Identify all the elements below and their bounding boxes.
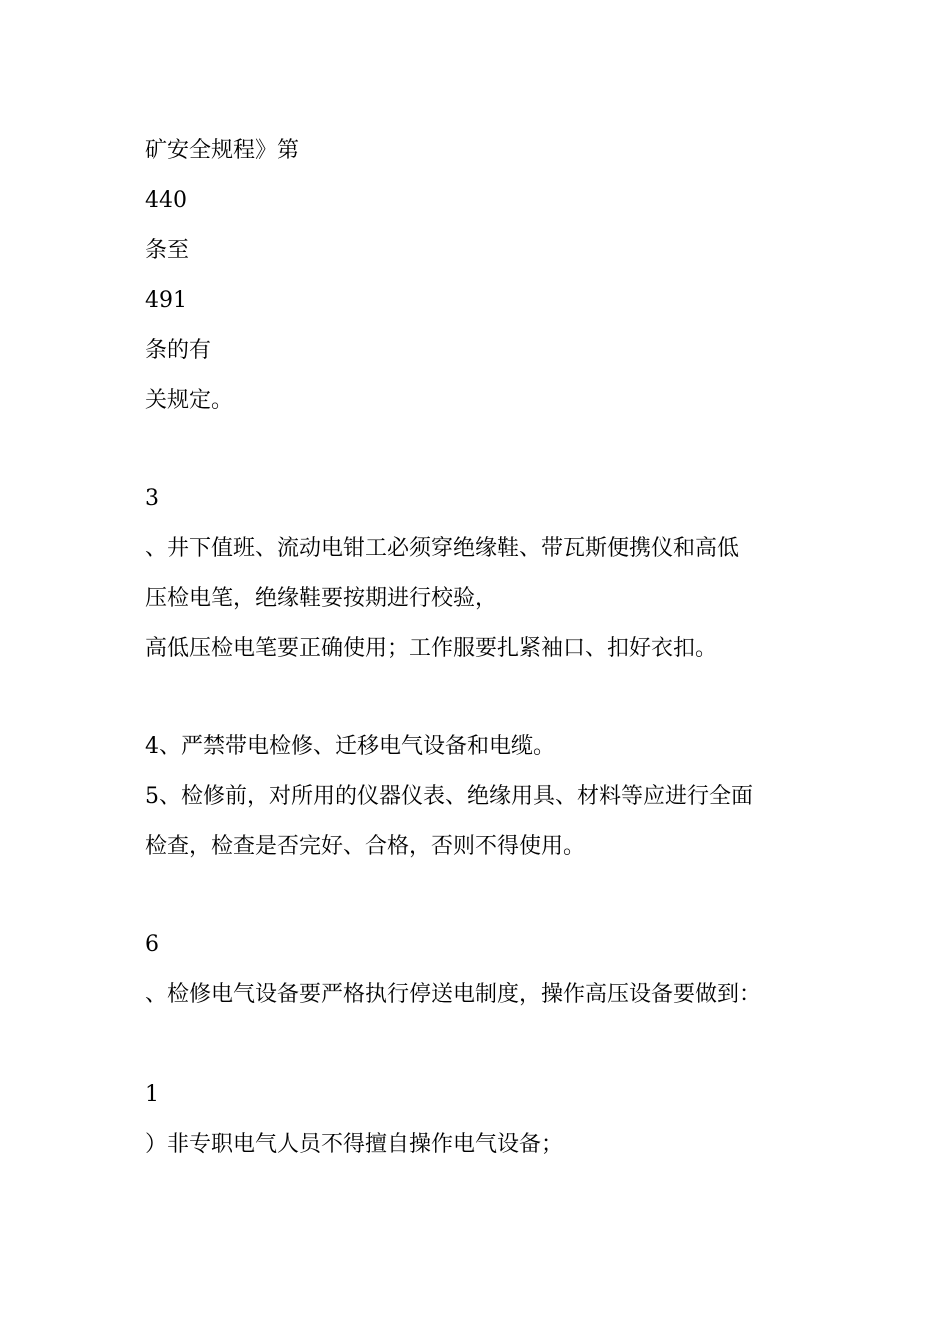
text-line: 1 bbox=[145, 1082, 159, 1107]
text-line: 、检修电气设备要严格执行停送电制度，操作高压设备要做到： bbox=[145, 982, 762, 1007]
text-line: 条的有 bbox=[145, 338, 212, 363]
text-line: 矿安全规程》第 bbox=[145, 138, 300, 163]
text-line: 压检电笔，绝缘鞋要按期进行校验， bbox=[145, 586, 498, 611]
text-line: 6 bbox=[145, 932, 159, 957]
text-line: 4、严禁带电检修、迁移电气设备和电缆。 bbox=[145, 734, 555, 759]
text-line: 条至 bbox=[145, 238, 190, 263]
text-line: 关规定。 bbox=[145, 388, 234, 413]
text-line: 高低压检电笔要正确使用；工作服要扎紧袖口、扣好衣扣。 bbox=[145, 636, 718, 661]
text-line: ）非专职电气人员不得擅自操作电气设备； bbox=[145, 1132, 564, 1157]
text-line: 、井下值班、流动电钳工必须穿绝缘鞋、带瓦斯便携仪和高低 bbox=[145, 536, 740, 561]
text-line: 3 bbox=[145, 486, 159, 511]
text-line: 491 bbox=[145, 288, 187, 313]
text-line: 440 bbox=[145, 188, 187, 213]
text-line: 5、检修前，对所用的仪器仪表、绝缘用具、材料等应进行全面 bbox=[145, 784, 753, 809]
text-line: 检查，检查是否完好、合格，否则不得使用。 bbox=[145, 834, 586, 859]
